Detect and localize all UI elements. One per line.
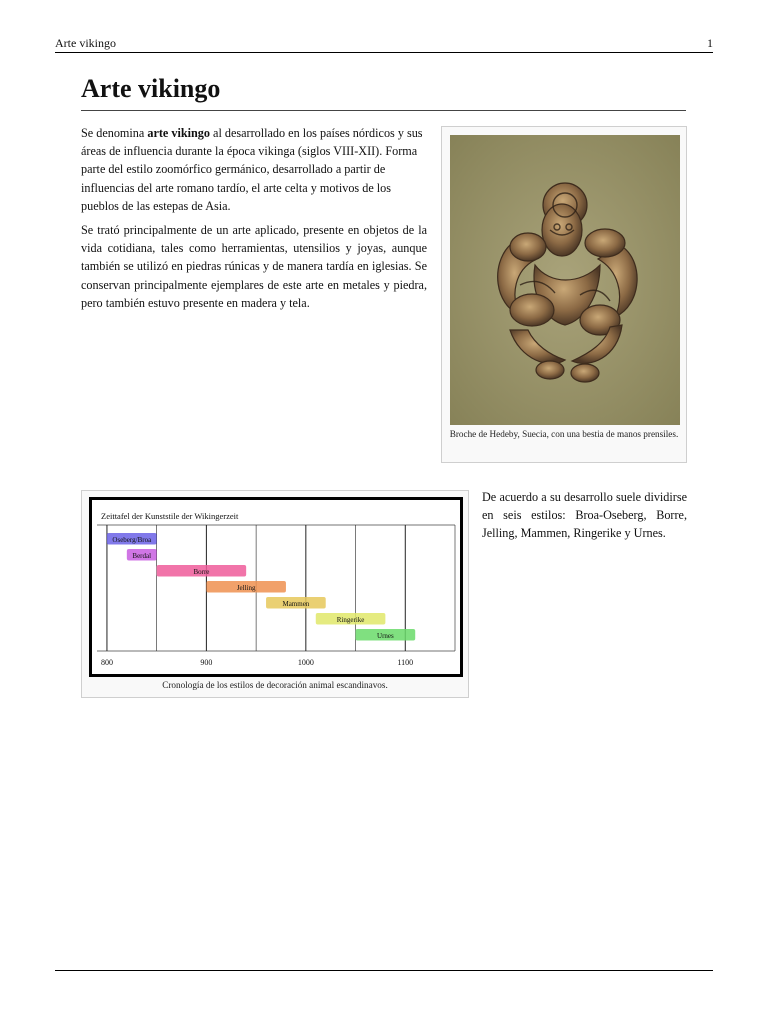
style-label: Borre (193, 567, 210, 576)
running-header (55, 36, 713, 53)
style-label: Jelling (236, 583, 256, 592)
body-paragraph-3: De acuerdo a su desarrollo suele dividirse en seis estilos: Broa-Oseberg, Borre, Jelling, Mammen, Ringerike y Urnes. (482, 490, 687, 541)
chronology-figure (81, 490, 469, 698)
style-label: Ringerike (336, 615, 365, 624)
x-tick-label: 1000 (297, 658, 314, 667)
intro-paragraph (81, 124, 427, 215)
page-title: Arte vikingo (81, 72, 686, 111)
style-label: Berdal (132, 551, 152, 560)
page-number: 1 (707, 36, 713, 50)
intro-prefix: Se denomina (81, 126, 148, 140)
body-paragraph-2: Se trató principalmente de un arte aplicado, presente en objetos de la vida cotidiana, tales como herramientas, utensilios y joyas, aunque también se utilizó en piedras rúnicas y de manera tardía en iglesias. Se conservan principalmente ejemplares de este arte en metales y piedra, pero también estuvo presente en madera y tela. (81, 223, 427, 310)
x-tick-label: 900 (200, 658, 213, 667)
footer-rule (55, 970, 713, 971)
x-tick-label: 1100 (397, 658, 414, 667)
chronology-chart[interactable] (89, 497, 463, 677)
style-label: Urnes (377, 631, 394, 640)
style-label: Mammen (282, 599, 310, 608)
x-tick-label: 800 (100, 658, 113, 667)
chart-title: Zeittafel der Kunststile der Wikingerzeit (101, 511, 239, 521)
intro-rest: al desarrollado en los países nórdicos y sus áreas de influencia durante la época vikinga (siglos VIII-XII). Forma parte del estilo zoomórfico germánico, desarrollado a partir de influencias del arte romano tardío, el arte celta y motivos de los pueblos de las estepas de Asia. (81, 126, 423, 213)
brooch-caption: Broche de Hedeby, Suecia, con una bestia de manos prensiles. (449, 429, 679, 439)
intro-term[interactable]: arte vikingo (147, 126, 210, 140)
style-label: Oseberg/Broa (112, 535, 152, 544)
chronology-caption: Cronología de los estilos de decoración animal escandinavos. (162, 680, 388, 690)
brooch-image[interactable] (450, 135, 680, 425)
brooch-figure (441, 126, 687, 463)
running-header-title: Arte vikingo (55, 36, 116, 50)
